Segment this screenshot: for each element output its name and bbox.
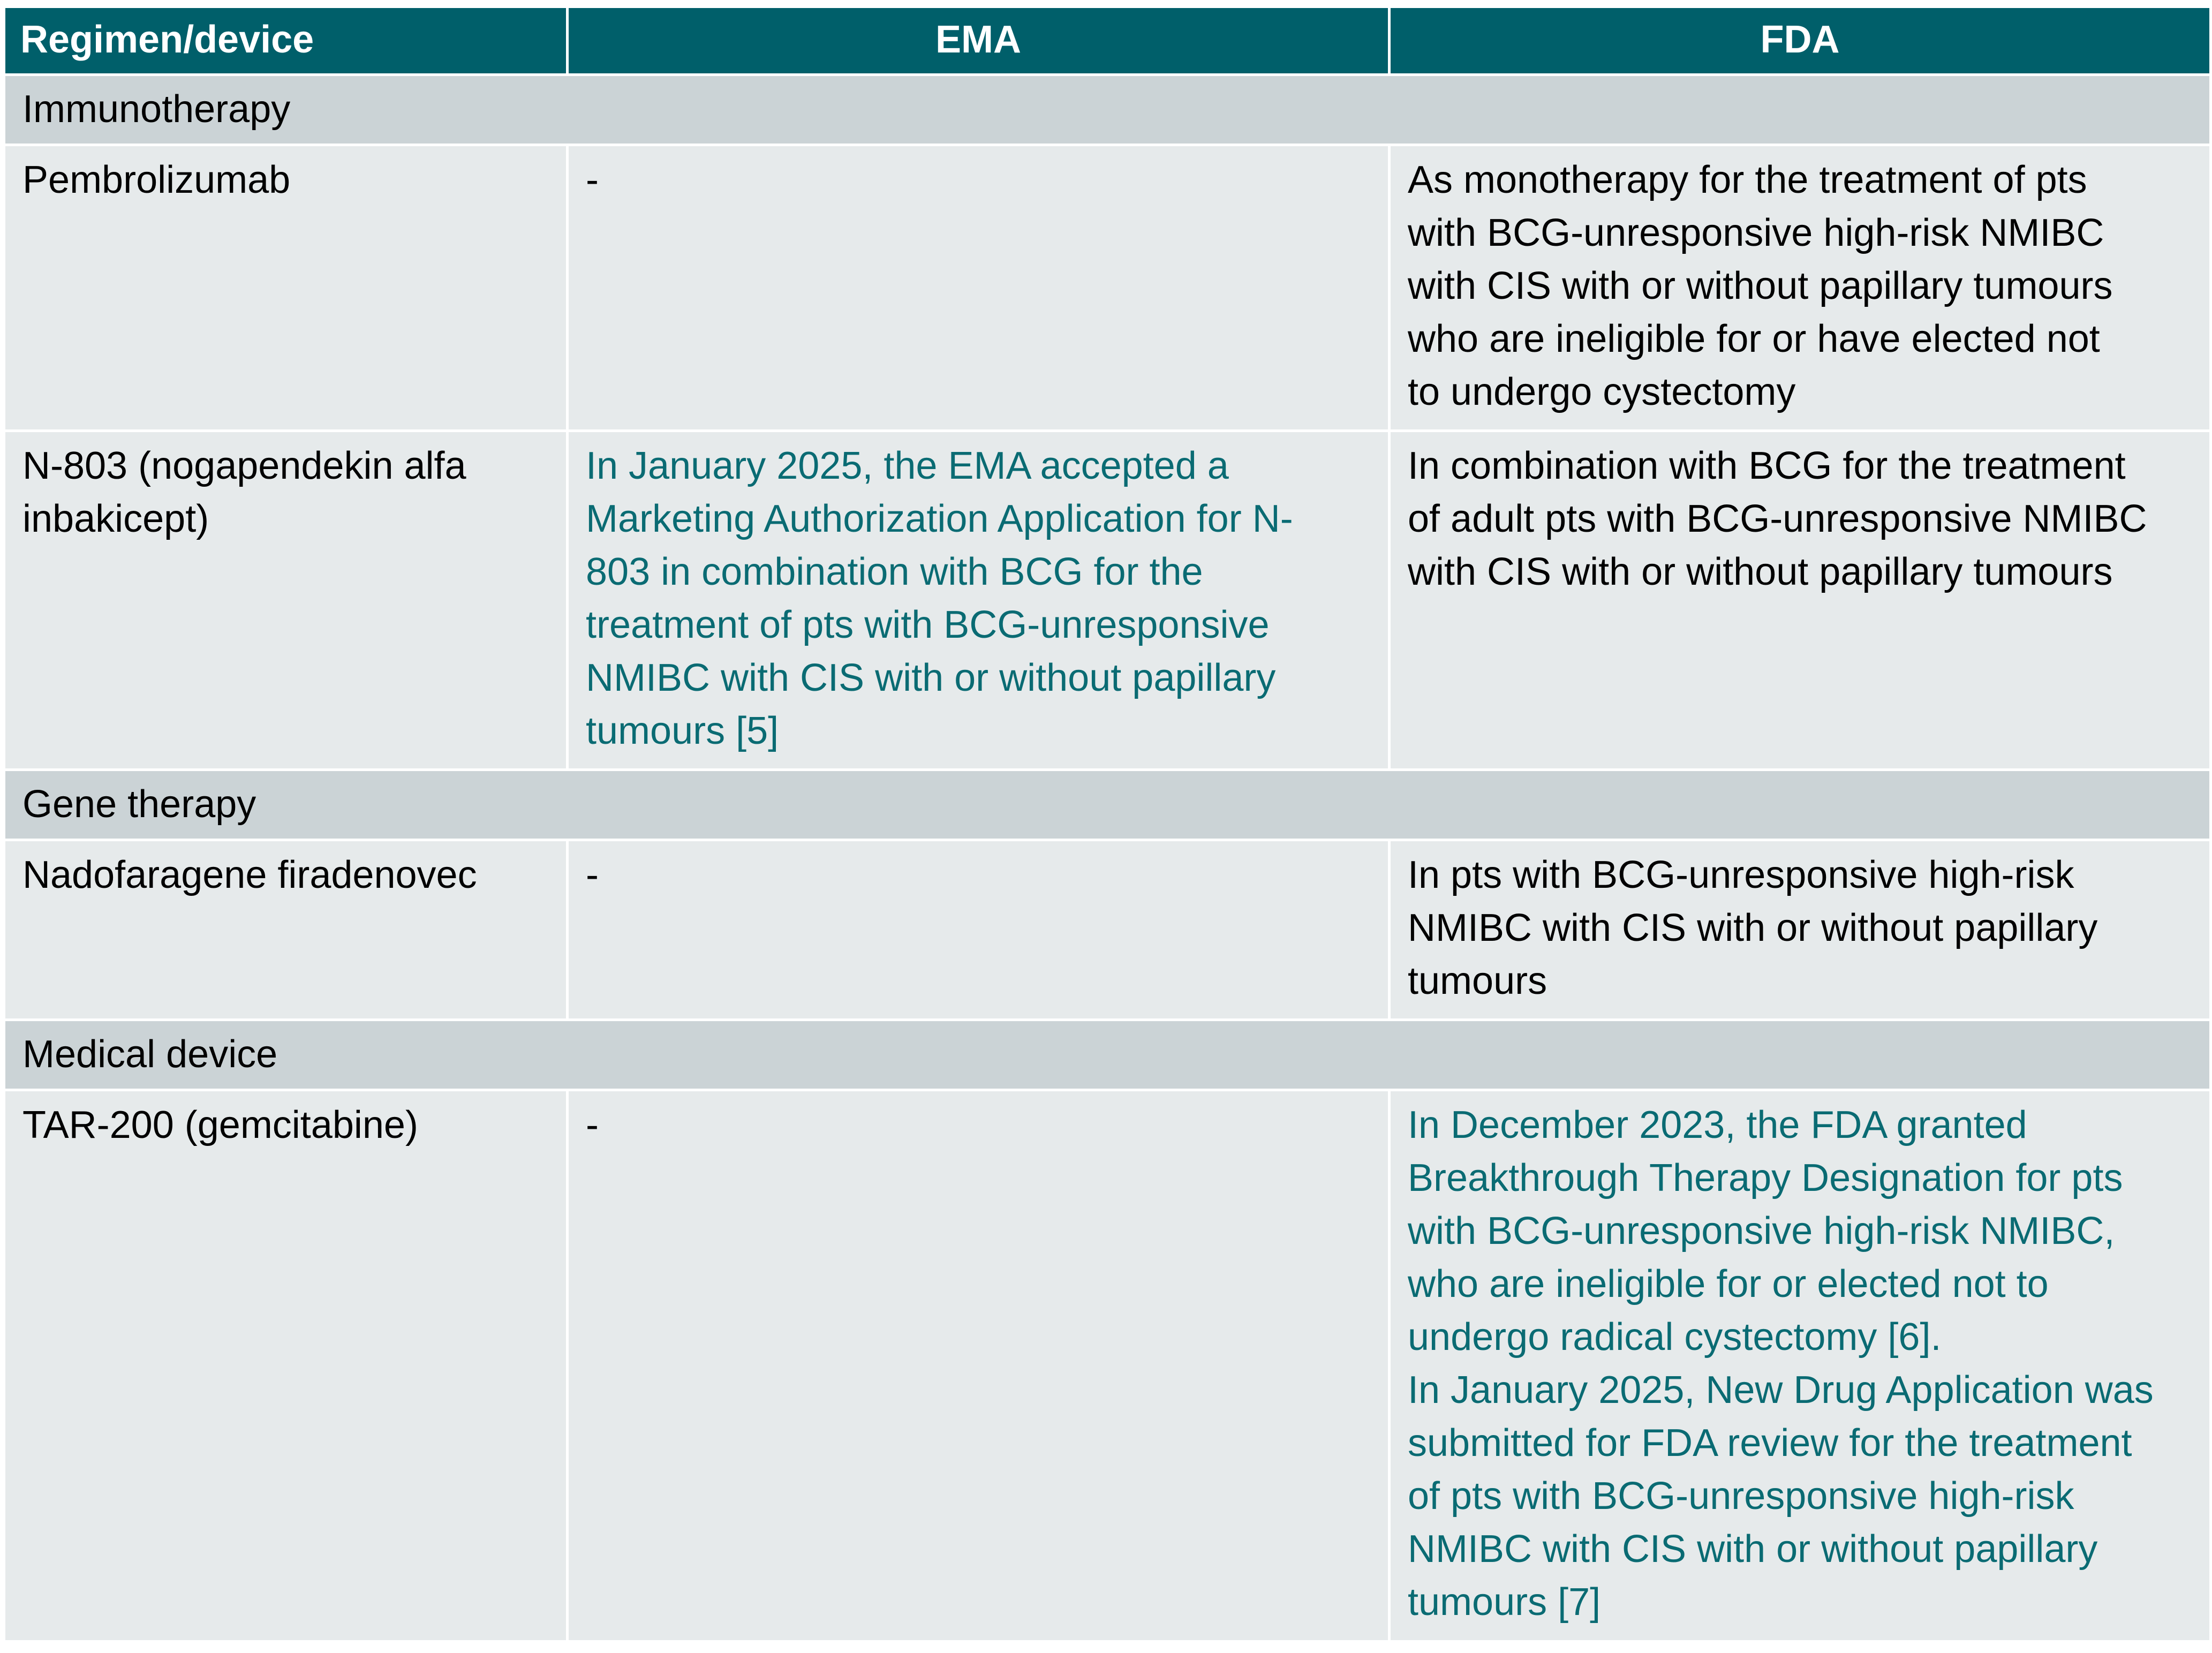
ema-line: - (586, 158, 599, 201)
regimen-line: N-803 (nogapendekin alfa (22, 444, 466, 487)
regimen-cell (4, 1090, 568, 1642)
fda-line: tumours [7] (1408, 1581, 1601, 1624)
fda-line: to undergo cystectomy (1408, 371, 1796, 413)
fda-line: of adult pts with BCG-unresponsive NMIBC (1408, 497, 2147, 540)
table-row (4, 431, 2211, 770)
fda-line: In combination with BCG for the treatment (1408, 444, 2126, 487)
ema-line: - (586, 854, 599, 896)
fda-line: In December 2023, the FDA granted (1408, 1104, 2027, 1146)
regimen-line: Nadofaragene firadenovec (22, 854, 477, 896)
fda-line: NMIBC with CIS with or without papillary (1408, 1528, 2098, 1571)
fda-line: In January 2025, New Drug Application was (1408, 1369, 2154, 1412)
section-title: Gene therapy (4, 770, 2211, 840)
ema-cell (568, 431, 1390, 770)
fda-line: In pts with BCG-unresponsive high-risk (1408, 854, 2074, 896)
fda-line: submitted for FDA review for the treatment (1408, 1422, 2132, 1465)
regimen-cell (4, 840, 568, 1020)
fda-line: with BCG-unresponsive high-risk NMIBC (1408, 212, 2104, 254)
table-header-row (4, 7, 2211, 75)
fda-line: Breakthrough Therapy Designation for pts (1408, 1157, 2123, 1199)
fda-cell (1390, 1090, 2211, 1642)
fda-line: with BCG-unresponsive high-risk NMIBC, (1408, 1210, 2115, 1252)
regimen-cell (4, 431, 568, 770)
regimen-cell (4, 145, 568, 431)
section-row-medical-device (4, 1020, 2211, 1090)
ema-cell (568, 1090, 1390, 1642)
ema-line: 803 in combination with BCG for the (586, 550, 1203, 593)
fda-line: of pts with BCG-unresponsive high-risk (1408, 1475, 2074, 1518)
fda-line: who are ineligible for or have elected not (1408, 318, 2100, 360)
section-title: Immunotherapy (4, 75, 2211, 145)
fda-line: NMIBC with CIS with or without papillary (1408, 907, 2098, 949)
regimen-line: Pembrolizumab (22, 158, 291, 201)
ema-line: NMIBC with CIS with or without papillary (586, 656, 1276, 699)
ema-cell (568, 145, 1390, 431)
fda-cell (1390, 840, 2211, 1020)
ema-line: In January 2025, the EMA accepted a (586, 444, 1229, 487)
header-ema: EMA (568, 7, 1390, 75)
header-regimen-device: Regimen/device (4, 7, 568, 75)
fda-line: As monotherapy for the treatment of pts (1408, 158, 2087, 201)
fda-cell (1390, 431, 2211, 770)
table-row (4, 1090, 2211, 1642)
section-row-gene-therapy (4, 770, 2211, 840)
ema-line: tumours [5] (586, 709, 779, 752)
ema-line: treatment of pts with BCG-unresponsive (586, 603, 1270, 646)
fda-line: with CIS with or without papillary tumours (1408, 550, 2113, 593)
fda-line: undergo radical cystectomy [6]. (1408, 1316, 1942, 1358)
table-row (4, 145, 2211, 431)
fda-cell (1390, 145, 2211, 431)
ema-cell (568, 840, 1390, 1020)
section-title: Medical device (4, 1020, 2211, 1090)
regulatory-status-table (3, 5, 2212, 1643)
fda-line: who are ineligible for or elected not to (1408, 1263, 2049, 1305)
header-fda: FDA (1390, 7, 2211, 75)
fda-line: with CIS with or without papillary tumours (1408, 265, 2113, 307)
table-row (4, 840, 2211, 1020)
section-row-immunotherapy (4, 75, 2211, 145)
ema-line: - (586, 1104, 599, 1146)
regimen-line: inbakicept) (22, 497, 209, 540)
regimen-line: TAR-200 (gemcitabine) (22, 1104, 418, 1146)
fda-line: tumours (1408, 960, 1547, 1002)
ema-line: Marketing Authorization Application for N- (586, 497, 1293, 540)
